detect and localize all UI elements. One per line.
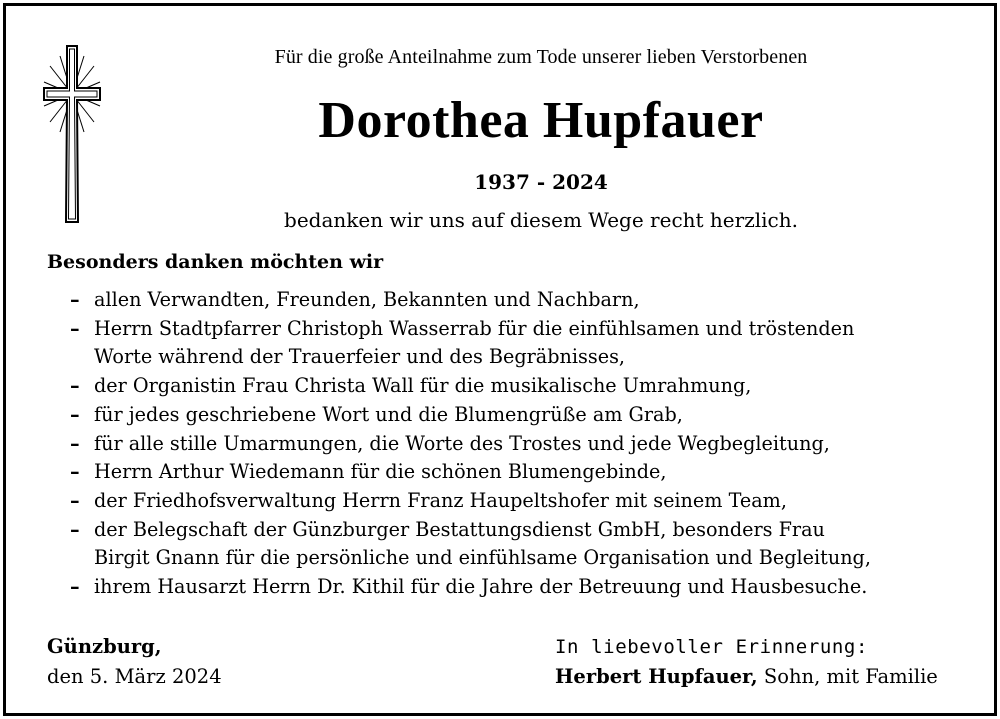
signer-name: Herbert Hupfauer, (555, 665, 758, 688)
list-item (70, 372, 970, 401)
list-item (70, 516, 970, 573)
dash-bullet: – (70, 288, 80, 311)
list-item-line: für jedes geschriebene Wort und die Blumengrüße am Grab, (94, 402, 683, 426)
deceased-name: Dorothea Hupfauer (318, 92, 764, 149)
list-item-line: Birgit Gnann für die persönliche und einfühlsame Organisation und Begleitung, (94, 546, 871, 570)
list-item-line: Worte während der Trauerfeier und des Begräbnisses, (94, 345, 626, 369)
intro-text: Für die große Anteilnahme zum Tode unserer lieben Verstorbenen (274, 46, 808, 68)
dash-bullet: – (70, 460, 80, 484)
dash-bullet: – (70, 402, 80, 426)
list-item-line: allen Verwandten, Freunden, Bekannten und Nachbarn, (94, 288, 640, 311)
notice-frame (3, 3, 997, 716)
list-item-line: der Organistin Frau Christa Wall für die musikalische Umrahmung, (94, 374, 752, 398)
list-item (70, 573, 970, 602)
list-item-line: für alle stille Umarmungen, die Worte des Trostes und jede Wegbegleitung, (94, 431, 830, 455)
list-item (70, 458, 970, 487)
list-item-line: Herrn Stadtpfarrer Christoph Wasserrab für die einfühlsamen und tröstenden (94, 316, 855, 340)
signature-block (555, 632, 938, 692)
date: den 5. März 2024 (47, 665, 222, 688)
city: Günzburg, (47, 635, 162, 658)
list-item (70, 487, 970, 516)
thanks-line: bedanken wir uns auf diesem Wege recht herzlich. (284, 208, 798, 232)
signer-relation: Sohn, mit Familie (757, 665, 938, 688)
dash-bullet: – (70, 575, 80, 599)
list-item (70, 315, 970, 372)
list-item-line: Herrn Arthur Wiedemann für die schönen Blumengebinde, (94, 460, 667, 484)
list-item-line: ihrem Hausarzt Herrn Dr. Kithil für die Jahre der Betreuung und Hausbesuche. (94, 575, 868, 599)
dash-bullet: – (70, 431, 80, 455)
list-item (70, 286, 970, 315)
list-item-line: der Belegschaft der Günzburger Bestattungsdienst GmbH, besonders Frau (94, 517, 825, 541)
dash-bullet: – (70, 488, 80, 512)
signer-line (555, 662, 938, 692)
dash-bullet: – (70, 517, 80, 541)
memory-line: In liebevoller Erinnerung: (555, 636, 869, 658)
dash-bullet: – (70, 316, 80, 340)
place-and-date (47, 632, 222, 692)
cross-icon (42, 44, 102, 228)
thanks-list (70, 286, 970, 602)
life-dates: 1937 - 2024 (474, 170, 608, 194)
list-item (70, 430, 970, 459)
list-item (70, 401, 970, 430)
list-item-line: der Friedhofsverwaltung Herrn Franz Haupeltshofer mit seinem Team, (94, 488, 787, 512)
thanks-heading: Besonders danken möchten wir (47, 251, 384, 273)
dash-bullet: – (70, 374, 80, 398)
